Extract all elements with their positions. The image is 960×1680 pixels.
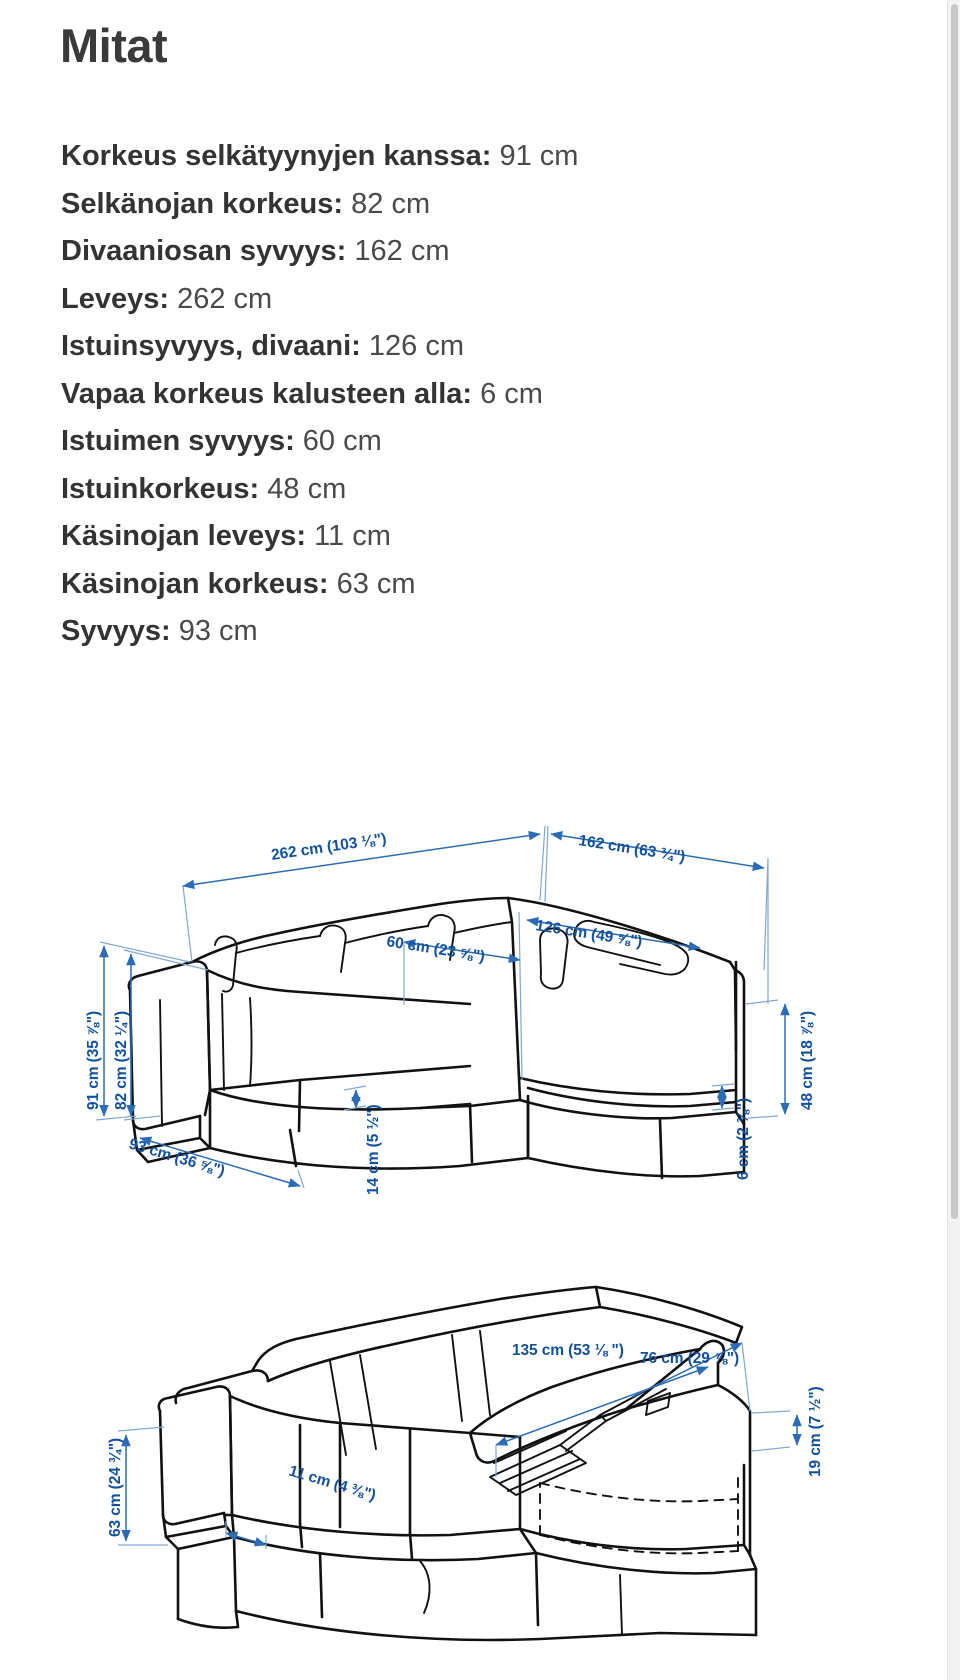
dimension-label-seat-height: 48 cm (18 ⅞") — [799, 1010, 816, 1110]
dimension-label-back-height: 82 cm (32 ¼") — [113, 1010, 130, 1110]
dimension-label-armrest-height: 63 cm (24 ¾") — [107, 1437, 124, 1537]
page-title: Mitat — [60, 19, 168, 72]
dimension-label-armrest-thickness: 14 cm (5 ½") — [365, 1104, 382, 1195]
dimension-label-seat-depth: 60 cm (23 ⅝") — [385, 933, 486, 966]
spec-value: 126 cm — [368, 330, 464, 362]
spec-label: Istuimen syvyys: — [61, 425, 295, 457]
sofa-open-outline — [159, 1287, 756, 1640]
dimension-label-height-with-cushions: 91 cm (35 ⅞") — [85, 1010, 102, 1110]
spec-value: 82 cm — [351, 187, 431, 220]
spec-label: Korkeus selkätyynyjen kanssa: — [61, 140, 492, 172]
spec-row — [61, 608, 881, 656]
spec-value: 262 cm — [177, 282, 273, 315]
spec-label: Syvyys: — [61, 615, 171, 647]
specs-list — [61, 133, 881, 656]
spec-value: 6 cm — [480, 377, 543, 410]
spec-label: Leveys: — [61, 282, 170, 315]
dimension-label-storage-depth: 19 cm (7 ½") — [807, 1386, 824, 1477]
spec-label: Selkänojan korkeus: — [61, 187, 344, 220]
spec-label: Divaaniosan syvyys: — [61, 235, 347, 267]
dimension-label-clearance: 6 cm (2 ⅜") — [735, 1097, 752, 1180]
spec-value: 60 cm — [302, 425, 382, 457]
spec-row — [61, 418, 881, 466]
spec-value: 93 cm — [178, 615, 258, 647]
spec-label: Istuinsyvyys, divaani: — [61, 330, 361, 362]
spec-row — [61, 133, 881, 181]
sofa-storage-diagram-bottom — [0, 1215, 960, 1675]
spec-label: Käsinojan korkeus: — [61, 567, 329, 600]
scrollbar-thumb[interactable] — [951, 4, 958, 1219]
spec-row — [61, 466, 881, 514]
dimension-lines-2 — [118, 1343, 797, 1549]
spec-value: 162 cm — [354, 235, 450, 267]
spec-row — [61, 371, 881, 419]
spec-row — [61, 323, 881, 371]
spec-label: Istuinkorkeus: — [61, 472, 260, 505]
spec-value: 91 cm — [499, 140, 579, 172]
spec-row — [61, 181, 881, 229]
spec-label: Vapaa korkeus kalusteen alla: — [61, 377, 473, 410]
spec-row — [61, 228, 881, 276]
dimension-label-bed-length: 135 cm (53 ⅛ ") — [512, 1342, 624, 1359]
spec-value: 48 cm — [267, 472, 347, 505]
spec-label: Käsinojan leveys: — [61, 520, 306, 552]
dimension-label-width: 262 cm (103 ⅛") — [270, 830, 388, 864]
spec-row — [61, 276, 881, 324]
dimension-label-chaise-seat-depth: 126 cm (49 ⅝") — [534, 917, 644, 951]
dimension-label-armrest-width: 11 cm (4 ⅜") — [286, 1462, 378, 1505]
dimension-label-chaise-depth: 162 cm (63 ¾") — [577, 832, 687, 866]
dimension-labels-2 — [107, 1342, 824, 1537]
dimension-label-depth: 93 cm (36 ⅝") — [126, 1135, 227, 1180]
dimension-label-storage-width: 76 cm (29 ⅞") — [640, 1350, 740, 1367]
spec-row — [61, 513, 881, 561]
spec-value: 63 cm — [336, 567, 416, 600]
sofa-dimension-diagram-top — [0, 790, 960, 1230]
spec-value: 11 cm — [314, 520, 391, 552]
spec-row — [61, 561, 881, 609]
